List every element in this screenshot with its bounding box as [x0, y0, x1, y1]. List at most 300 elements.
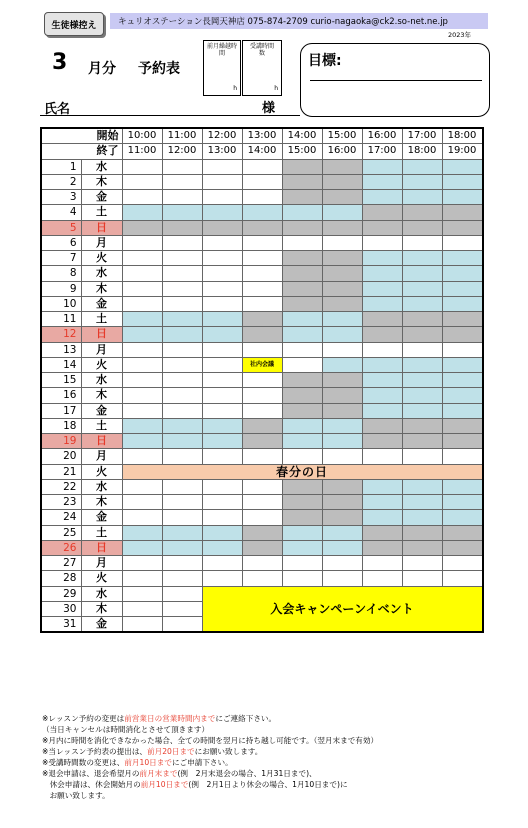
time-slot-open[interactable] [122, 190, 162, 205]
time-slot-open[interactable] [122, 235, 162, 250]
day-row-3 [41, 190, 483, 205]
time-slot-available[interactable] [442, 174, 483, 189]
time-slot-open[interactable] [282, 357, 322, 372]
name-honorific: 様 [262, 101, 276, 116]
time-slot-open[interactable] [282, 449, 322, 464]
time-slot-available[interactable] [402, 373, 442, 388]
time-slot-open[interactable] [122, 617, 162, 633]
note-text: ※受講時間数の変更は、 [42, 758, 125, 767]
time-slot-open[interactable] [402, 342, 442, 357]
time-slot-available[interactable] [402, 296, 442, 311]
time-slot-available[interactable] [122, 540, 162, 555]
time-slot-available[interactable] [362, 281, 402, 296]
time-slot-closed [362, 220, 402, 235]
time-slot-available[interactable] [322, 357, 362, 372]
start-time-1: 11:00 [162, 128, 202, 144]
time-slot-open[interactable] [122, 174, 162, 189]
time-slot-available[interactable] [202, 327, 242, 342]
time-slot-available[interactable] [202, 434, 242, 449]
time-slot-available[interactable] [402, 510, 442, 525]
time-slot-open[interactable] [242, 342, 282, 357]
time-slot-available[interactable] [122, 205, 162, 220]
weekday: 水 [81, 479, 122, 494]
time-slot-open[interactable] [122, 357, 162, 372]
time-slot-open[interactable] [162, 556, 202, 571]
time-slot-open[interactable] [162, 342, 202, 357]
day-number: 7 [41, 251, 81, 266]
store-banner: キュリオステーション長岡天神店 075-874-2709 curio-nagaoka@ck2.so-net.ne.jp [110, 13, 488, 29]
note-deadline: 前営業日の営業時間内まで [124, 714, 216, 723]
time-slot-open[interactable] [322, 342, 362, 357]
time-slot-open[interactable] [242, 159, 282, 174]
time-slot-available[interactable] [442, 373, 483, 388]
carryover-hours-label: 前月繰越時 間 [206, 43, 237, 57]
time-slot-open[interactable] [442, 235, 483, 250]
time-slot-open[interactable] [162, 571, 202, 586]
time-slot-available[interactable] [362, 159, 402, 174]
time-slot-available[interactable] [282, 205, 322, 220]
time-slot-available[interactable] [442, 479, 483, 494]
holiday-cell: 春分の日 [122, 464, 483, 479]
time-slot-available[interactable] [202, 525, 242, 540]
end-time-1: 12:00 [162, 144, 202, 159]
time-slot-open[interactable] [242, 403, 282, 418]
time-slot-available[interactable] [362, 190, 402, 205]
time-slot-open[interactable] [122, 342, 162, 357]
time-slot-available[interactable] [162, 327, 202, 342]
time-slot-open[interactable] [122, 266, 162, 281]
day-number: 23 [41, 495, 81, 510]
time-slot-open[interactable] [162, 357, 202, 372]
time-slot-closed [362, 418, 402, 433]
day-row-14 [41, 357, 483, 372]
time-slot-open[interactable] [162, 510, 202, 525]
time-slot-open[interactable] [362, 342, 402, 357]
time-slot-open[interactable] [202, 159, 242, 174]
time-slot-open[interactable] [162, 190, 202, 205]
time-slot-open[interactable] [122, 403, 162, 418]
time-slot-available[interactable] [162, 205, 202, 220]
time-slot-closed [402, 540, 442, 555]
day-number: 30 [41, 601, 81, 616]
time-slot-closed [202, 220, 242, 235]
weekday: 水 [81, 373, 122, 388]
time-slot-open[interactable] [362, 449, 402, 464]
time-slot-open[interactable] [162, 266, 202, 281]
time-slot-closed [242, 327, 282, 342]
lesson-hours-unit: h [274, 85, 278, 92]
time-slot-open[interactable] [242, 190, 282, 205]
weekday: 土 [81, 312, 122, 327]
day-row-18 [41, 418, 483, 433]
time-slot-open[interactable] [242, 174, 282, 189]
time-slot-available[interactable] [402, 495, 442, 510]
end-time-5: 16:00 [322, 144, 362, 159]
time-slot-open[interactable] [162, 601, 202, 616]
time-slot-available[interactable] [402, 251, 442, 266]
time-slot-available[interactable] [322, 205, 362, 220]
time-slot-open[interactable] [202, 190, 242, 205]
time-slot-available[interactable] [322, 312, 362, 327]
time-slot-open[interactable] [122, 586, 162, 601]
time-slot-available[interactable] [162, 434, 202, 449]
time-slot-open[interactable] [242, 266, 282, 281]
note-line [42, 768, 522, 779]
day-row-2 [41, 174, 483, 189]
time-slot-open[interactable] [322, 235, 362, 250]
time-slot-closed [322, 479, 362, 494]
day-row-7 [41, 251, 483, 266]
time-slot-available[interactable] [402, 174, 442, 189]
day-row-9 [41, 281, 483, 296]
time-slot-open[interactable] [122, 373, 162, 388]
time-slot-open[interactable] [242, 556, 282, 571]
day-number: 4 [41, 205, 81, 220]
time-slot-available[interactable] [442, 357, 483, 372]
campaign-event-cell: 入会キャンペーンイベント [202, 586, 483, 632]
time-slot-open[interactable] [162, 449, 202, 464]
time-slot-open[interactable] [322, 571, 362, 586]
weekday: 水 [81, 586, 122, 601]
time-slot-available[interactable] [402, 281, 442, 296]
day-row-20 [41, 449, 483, 464]
lesson-hours-box[interactable] [242, 40, 282, 96]
note-text: ※レッスン予約の変更は [42, 714, 125, 723]
time-slot-closed [322, 296, 362, 311]
time-slot-available[interactable] [442, 495, 483, 510]
time-slot-available[interactable] [442, 159, 483, 174]
time-slot-closed [322, 251, 362, 266]
time-slot-available[interactable] [282, 525, 322, 540]
time-slot-closed [282, 388, 322, 403]
time-slot-open[interactable] [202, 403, 242, 418]
weekday: 月 [81, 449, 122, 464]
day-row-26 [41, 540, 483, 555]
time-slot-available[interactable] [122, 434, 162, 449]
time-slot-open[interactable] [122, 601, 162, 616]
note-text: ※当レッスン予約表の提出は、 [42, 747, 148, 756]
time-slot-open[interactable] [242, 296, 282, 311]
time-slot-closed [322, 174, 362, 189]
time-slot-open[interactable] [242, 510, 282, 525]
time-slot-open[interactable] [122, 479, 162, 494]
time-slot-open[interactable] [282, 342, 322, 357]
time-slot-open[interactable] [242, 479, 282, 494]
time-slot-open[interactable] [362, 571, 402, 586]
time-slot-open[interactable] [162, 403, 202, 418]
time-slot-available[interactable] [282, 540, 322, 555]
time-slot-available[interactable] [362, 174, 402, 189]
time-slot-open[interactable] [122, 495, 162, 510]
time-slot-available[interactable] [442, 296, 483, 311]
time-slot-available[interactable] [442, 251, 483, 266]
time-slot-open[interactable] [402, 556, 442, 571]
note-line [42, 790, 522, 801]
time-slot-available[interactable] [402, 190, 442, 205]
time-slot-open[interactable] [122, 449, 162, 464]
time-slot-closed [242, 312, 282, 327]
end-time-7: 18:00 [402, 144, 442, 159]
reservation-table [40, 127, 484, 633]
time-slot-open[interactable] [202, 556, 242, 571]
end-time-8: 19:00 [442, 144, 483, 159]
time-slot-open[interactable] [162, 617, 202, 633]
time-slot-open[interactable] [122, 296, 162, 311]
time-slot-open[interactable] [202, 357, 242, 372]
time-slot-available[interactable] [442, 388, 483, 403]
weekday: 金 [81, 296, 122, 311]
time-slot-open[interactable] [162, 479, 202, 494]
time-slot-available[interactable] [202, 418, 242, 433]
time-slot-closed [442, 205, 483, 220]
day-number: 25 [41, 525, 81, 540]
end-time-label: 終了 [41, 144, 122, 159]
time-slot-open[interactable] [402, 235, 442, 250]
time-slot-open[interactable] [122, 556, 162, 571]
time-slot-available[interactable] [322, 434, 362, 449]
time-slot-open[interactable] [402, 449, 442, 464]
time-slot-open[interactable] [202, 388, 242, 403]
time-slot-closed [162, 220, 202, 235]
time-slot-open[interactable] [442, 342, 483, 357]
time-slot-available[interactable] [362, 357, 402, 372]
time-slot-open[interactable] [162, 388, 202, 403]
time-slot-closed [282, 159, 322, 174]
time-slot-open[interactable] [242, 388, 282, 403]
start-time-4: 14:00 [282, 128, 322, 144]
time-slot-open[interactable] [202, 373, 242, 388]
lesson-hours-label: 受講時間 数 [249, 43, 274, 57]
time-slot-available[interactable] [442, 266, 483, 281]
time-slot-open[interactable] [242, 571, 282, 586]
carryover-hours-unit: h [233, 85, 237, 92]
time-slot-closed [402, 327, 442, 342]
weekday: 木 [81, 388, 122, 403]
day-number: 5 [41, 220, 81, 235]
time-slot-available[interactable] [442, 190, 483, 205]
time-slot-open[interactable] [442, 449, 483, 464]
day-row-13 [41, 342, 483, 357]
time-slot-closed [282, 251, 322, 266]
weekday: 火 [81, 251, 122, 266]
day-row-6 [41, 235, 483, 250]
time-slot-available[interactable] [362, 266, 402, 281]
time-slot-open[interactable] [362, 556, 402, 571]
time-slot-available[interactable] [202, 540, 242, 555]
time-slot-open[interactable] [442, 556, 483, 571]
time-slot-available[interactable] [162, 525, 202, 540]
day-row-1 [41, 159, 483, 174]
time-slot-open[interactable] [282, 235, 322, 250]
time-slot-open[interactable] [122, 571, 162, 586]
time-slot-available[interactable] [282, 312, 322, 327]
day-row-25 [41, 525, 483, 540]
carryover-hours-box[interactable] [203, 40, 241, 96]
time-slot-available[interactable] [442, 281, 483, 296]
time-slot-closed [322, 190, 362, 205]
day-number: 16 [41, 388, 81, 403]
time-slot-open[interactable] [162, 159, 202, 174]
time-slot-available[interactable] [322, 525, 362, 540]
time-slot-closed [282, 296, 322, 311]
time-slot-available[interactable] [122, 525, 162, 540]
time-slot-open[interactable] [242, 235, 282, 250]
time-slot-open[interactable] [322, 449, 362, 464]
time-slot-available[interactable] [442, 510, 483, 525]
day-row-22 [41, 479, 483, 494]
time-slot-closed [322, 266, 362, 281]
time-slot-open[interactable] [402, 571, 442, 586]
end-time-6: 17:00 [362, 144, 402, 159]
time-slot-open[interactable] [322, 556, 362, 571]
day-number: 18 [41, 418, 81, 433]
time-slot-available[interactable] [362, 373, 402, 388]
time-slot-closed [122, 220, 162, 235]
time-slot-open[interactable] [242, 495, 282, 510]
note-text: (例 2月末退会の場合、1月31日まで)、 [177, 769, 317, 778]
time-slot-open[interactable] [242, 373, 282, 388]
day-row-24 [41, 510, 483, 525]
time-slot-open[interactable] [202, 251, 242, 266]
time-slot-available[interactable] [442, 403, 483, 418]
form-title: 予約表 [138, 61, 180, 77]
day-number: 8 [41, 266, 81, 281]
time-slot-open[interactable] [242, 281, 282, 296]
time-slot-open[interactable] [202, 235, 242, 250]
time-slot-open[interactable] [202, 571, 242, 586]
note-deadline: 前月末まで [139, 769, 178, 778]
note-deadline: 前月20日まで [147, 747, 195, 756]
time-slot-open[interactable] [162, 281, 202, 296]
time-slot-open[interactable] [122, 510, 162, 525]
time-slot-open[interactable] [202, 174, 242, 189]
name-label: 氏名 [44, 102, 71, 117]
time-slot-available[interactable] [402, 403, 442, 418]
end-time-0: 11:00 [122, 144, 162, 159]
month-number: 3 [52, 50, 68, 75]
day-row-29 [41, 586, 483, 601]
time-slot-available[interactable] [322, 327, 362, 342]
time-slot-open[interactable] [162, 495, 202, 510]
time-slot-open[interactable] [162, 251, 202, 266]
time-slot-available[interactable] [402, 357, 442, 372]
time-slot-available[interactable] [282, 418, 322, 433]
start-time-3: 13:00 [242, 128, 282, 144]
day-number: 24 [41, 510, 81, 525]
time-slot-available[interactable] [362, 296, 402, 311]
day-row-8 [41, 266, 483, 281]
name-field[interactable] [40, 115, 300, 116]
time-slot-available[interactable] [122, 418, 162, 433]
time-slot-available[interactable] [162, 540, 202, 555]
note-line [42, 757, 522, 768]
time-slot-available[interactable] [362, 479, 402, 494]
day-row-28 [41, 571, 483, 586]
time-slot-open[interactable] [202, 281, 242, 296]
note-line [42, 713, 522, 724]
time-slot-available[interactable] [202, 205, 242, 220]
time-slot-open[interactable] [162, 174, 202, 189]
time-slot-open[interactable] [202, 449, 242, 464]
time-slot-open[interactable] [162, 296, 202, 311]
day-number: 19 [41, 434, 81, 449]
time-slot-available[interactable] [282, 327, 322, 342]
time-slot-open[interactable] [202, 510, 242, 525]
note-text: ※月内に時間を消化できなかった場合、全ての時間を翌月に持ち越し可能です。（翌月末まで有効） [42, 736, 379, 745]
time-slot-available[interactable] [362, 403, 402, 418]
time-slot-closed [282, 220, 322, 235]
time-slot-available[interactable] [122, 312, 162, 327]
time-slot-available[interactable] [282, 434, 322, 449]
time-slot-available[interactable] [402, 479, 442, 494]
time-slot-open[interactable] [442, 571, 483, 586]
time-slot-open[interactable] [122, 388, 162, 403]
staff-meeting-slot: 社内会議 [242, 357, 282, 372]
time-slot-closed [242, 540, 282, 555]
time-slot-available[interactable] [402, 159, 442, 174]
time-slot-open[interactable] [202, 266, 242, 281]
time-slot-available[interactable] [402, 388, 442, 403]
time-slot-available[interactable] [322, 418, 362, 433]
time-slot-open[interactable] [122, 251, 162, 266]
weekday: 木 [81, 601, 122, 616]
student-copy-badge: 生徒様控え [44, 12, 104, 36]
weekday: 日 [81, 540, 122, 555]
time-slot-closed [362, 525, 402, 540]
time-slot-available[interactable] [402, 266, 442, 281]
time-slot-open[interactable] [202, 479, 242, 494]
time-slot-available[interactable] [202, 312, 242, 327]
day-number: 29 [41, 586, 81, 601]
time-slot-open[interactable] [202, 342, 242, 357]
time-slot-available[interactable] [322, 540, 362, 555]
time-slot-open[interactable] [162, 235, 202, 250]
day-number: 14 [41, 357, 81, 372]
time-slot-closed [282, 174, 322, 189]
time-slot-open[interactable] [282, 556, 322, 571]
day-number: 3 [41, 190, 81, 205]
time-slot-open[interactable] [362, 235, 402, 250]
time-slot-open[interactable] [242, 449, 282, 464]
weekday: 日 [81, 327, 122, 342]
start-time-2: 12:00 [202, 128, 242, 144]
time-slot-available[interactable] [362, 510, 402, 525]
time-slot-open[interactable] [162, 373, 202, 388]
time-slot-closed [402, 220, 442, 235]
time-slot-open[interactable] [202, 296, 242, 311]
time-slot-available[interactable] [362, 495, 402, 510]
time-slot-open[interactable] [122, 281, 162, 296]
time-slot-open[interactable] [162, 586, 202, 601]
time-slot-open[interactable] [282, 571, 322, 586]
time-slot-open[interactable] [242, 251, 282, 266]
day-number: 21 [41, 464, 81, 479]
weekday: 火 [81, 464, 122, 479]
weekday: 水 [81, 266, 122, 281]
time-slot-available[interactable] [162, 312, 202, 327]
time-slot-available[interactable] [122, 327, 162, 342]
time-slot-closed [282, 510, 322, 525]
time-slot-available[interactable] [362, 388, 402, 403]
day-number: 13 [41, 342, 81, 357]
time-slot-open[interactable] [202, 495, 242, 510]
time-slot-closed [362, 205, 402, 220]
time-slot-open[interactable] [122, 159, 162, 174]
time-slot-available[interactable] [362, 251, 402, 266]
time-slot-available[interactable] [242, 205, 282, 220]
time-slot-available[interactable] [162, 418, 202, 433]
time-slot-closed [282, 190, 322, 205]
